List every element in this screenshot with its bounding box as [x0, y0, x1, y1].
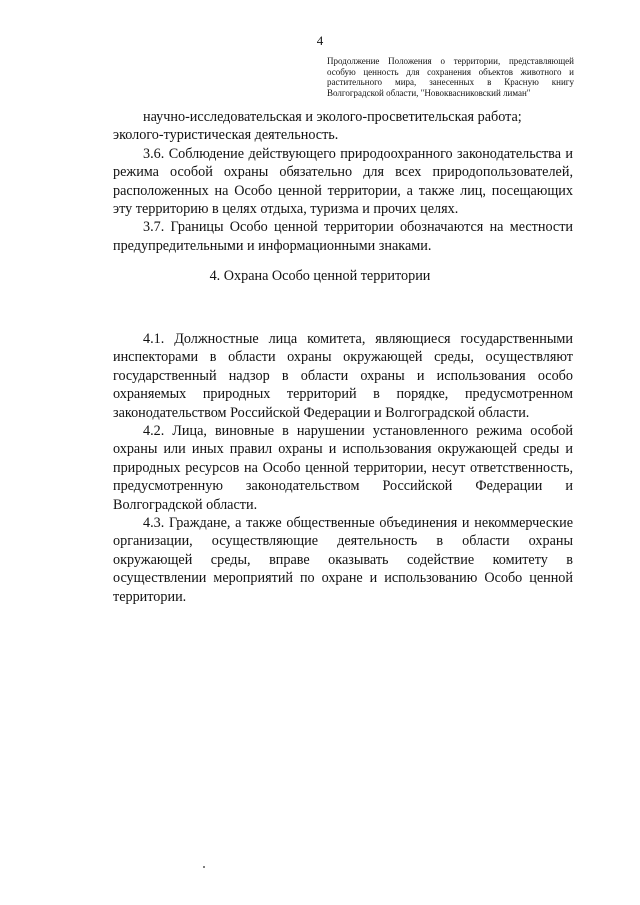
paragraph-4-1: 4.1. Должностные лица комитета, являющиеся государственными инспекторами в области охраны окружающей среды, осуществляют государственный надзор в области охраны и использования особо охраняемых природных территорий в порядке, предусмотренном законодательством Российской Федерации и Волгоградской области. [113, 331, 573, 421]
scan-speck [203, 866, 205, 868]
section-heading: 4. Охрана Особо ценной территории [209, 268, 431, 284]
paragraph-4-3: 4.3. Граждане, а также общественные объединения и некоммерческие организации, осуществляющие деятельность в области охраны окружающей среды, вправе оказывать содействие комитету в осуществлении мероприятий по охране и использованию Особо ценной территории. [113, 515, 573, 605]
body-block-section-4 [113, 330, 573, 606]
paragraph-4-2: 4.2. Лица, виновные в нарушении установленного режима особой охраны или иных правил охраны и использования окружающей среды и природных ресурсов на Особо ценной территории, несут ответственность, предусмотренную законодательством Российской Федерации и Волгоградской области. [113, 423, 573, 513]
header-note: Продолжение Положения о территории, представляющей особую ценность для сохранения объектов животного и растительного мира, занесенных в Красную книгу Волгоградской области, "Новокваcниковский лиман" [327, 56, 574, 98]
paragraph-3-5-item-1: научно-исследовательская и эколого-просветительская работа; [143, 109, 522, 125]
paragraph-3-6: 3.6. Соблюдение действующего природоохранного законодательства и режима особой охраны обязательно для всех природопользователей, расположенных на Особо ценной территории, а также лиц, посещающих эту территорию в целях отдыха, туризма и прочих целях. [113, 145, 573, 218]
paragraph-3-7: 3.7. Границы Особо ценной территории обозначаются на местности предупредительными и информационными знаками. [113, 219, 573, 254]
body-block-section-3 [113, 108, 573, 255]
paragraph-3-5-item-2: эколого-туристическая деятельность. [113, 127, 339, 144]
page-number: 4 [316, 33, 324, 48]
